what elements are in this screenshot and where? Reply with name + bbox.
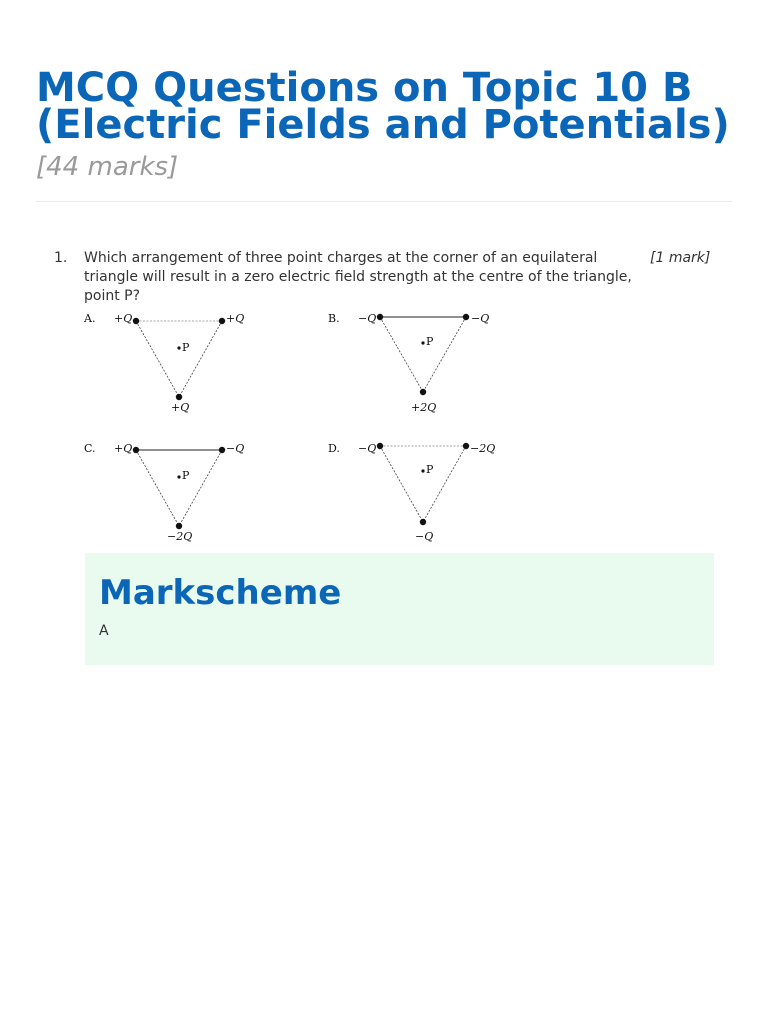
option-b-label-bottom: +2Q xyxy=(411,401,437,414)
option-b-charge-bottom xyxy=(420,389,426,395)
option-b-point-p xyxy=(421,341,424,344)
markscheme-title: Markscheme xyxy=(99,573,342,613)
page-title xyxy=(36,65,736,186)
option-c-letter: C. xyxy=(84,442,96,455)
option-b-charge-top-right xyxy=(463,314,469,320)
question-marks: [1 mark] xyxy=(650,250,711,266)
option-a-label-top-left: +Q xyxy=(114,312,133,325)
option-d-label-top-left: −Q xyxy=(358,442,377,455)
option-c-edge-left xyxy=(136,450,179,526)
divider xyxy=(36,201,732,202)
option-d-charge-top-left xyxy=(377,443,383,449)
option-d-charge-bottom xyxy=(420,519,426,525)
option-c-charge-top-left xyxy=(133,447,139,453)
total-marks: [44 marks] xyxy=(36,152,179,182)
option-a-letter: A. xyxy=(84,312,96,325)
option-a-diagram xyxy=(83,312,244,414)
option-a-label-p: P xyxy=(182,341,190,354)
option-d-diagram xyxy=(328,442,495,543)
option-b-edge-right xyxy=(423,317,466,392)
option-b-label-top-left: −Q xyxy=(358,312,377,325)
option-a-point-p xyxy=(177,346,180,349)
option-a-label-bottom: +Q xyxy=(171,401,190,414)
option-c-label-bottom: −2Q xyxy=(167,530,193,543)
markscheme-box xyxy=(85,553,714,665)
option-d-label-p: P xyxy=(426,463,434,476)
option-a-label-top-right: +Q xyxy=(226,312,245,325)
option-c-label-top-right: −Q xyxy=(226,442,245,455)
markscheme-answer: A xyxy=(99,623,109,639)
option-a-charge-top-left xyxy=(133,318,139,324)
option-b-label-p: P xyxy=(426,335,434,348)
option-b-letter: B. xyxy=(328,312,340,325)
option-d-point-p xyxy=(421,469,424,472)
option-c-point-p xyxy=(177,475,180,478)
option-d-edge-right xyxy=(423,446,466,522)
option-a-charge-top-right xyxy=(219,318,225,324)
option-c-label-p: P xyxy=(182,469,190,482)
option-d-label-top-right: −2Q xyxy=(470,442,496,455)
option-a-edge-left xyxy=(136,321,179,397)
question-text: Which arrangement of three point charges at the corner of an equilateral triangle will result in a zero electric field strength at the centre of the triangle, point P? xyxy=(84,250,632,304)
option-b-charge-top-left xyxy=(377,314,383,320)
option-d-charge-top-right xyxy=(463,443,469,449)
option-c-edge-right xyxy=(179,450,222,526)
option-c-charge-bottom xyxy=(176,523,182,529)
option-b-label-top-right: −Q xyxy=(471,312,490,325)
option-a-charge-bottom xyxy=(176,394,182,400)
option-d-letter: D. xyxy=(328,442,340,455)
option-c-diagram xyxy=(84,442,244,543)
option-c-charge-top-right xyxy=(219,447,225,453)
option-c-label-top-left: +Q xyxy=(114,442,133,455)
title-text: MCQ Questions on Topic 10 B (Electric Fields and Potentials) xyxy=(36,65,730,148)
option-b-edge-left xyxy=(380,317,423,392)
charge-diagrams xyxy=(78,305,518,550)
option-d-edge-left xyxy=(380,446,423,522)
option-d-label-bottom: −Q xyxy=(415,530,434,543)
option-b-diagram xyxy=(328,312,489,414)
option-a-edge-right xyxy=(179,321,222,397)
question-number: 1. xyxy=(54,250,68,266)
